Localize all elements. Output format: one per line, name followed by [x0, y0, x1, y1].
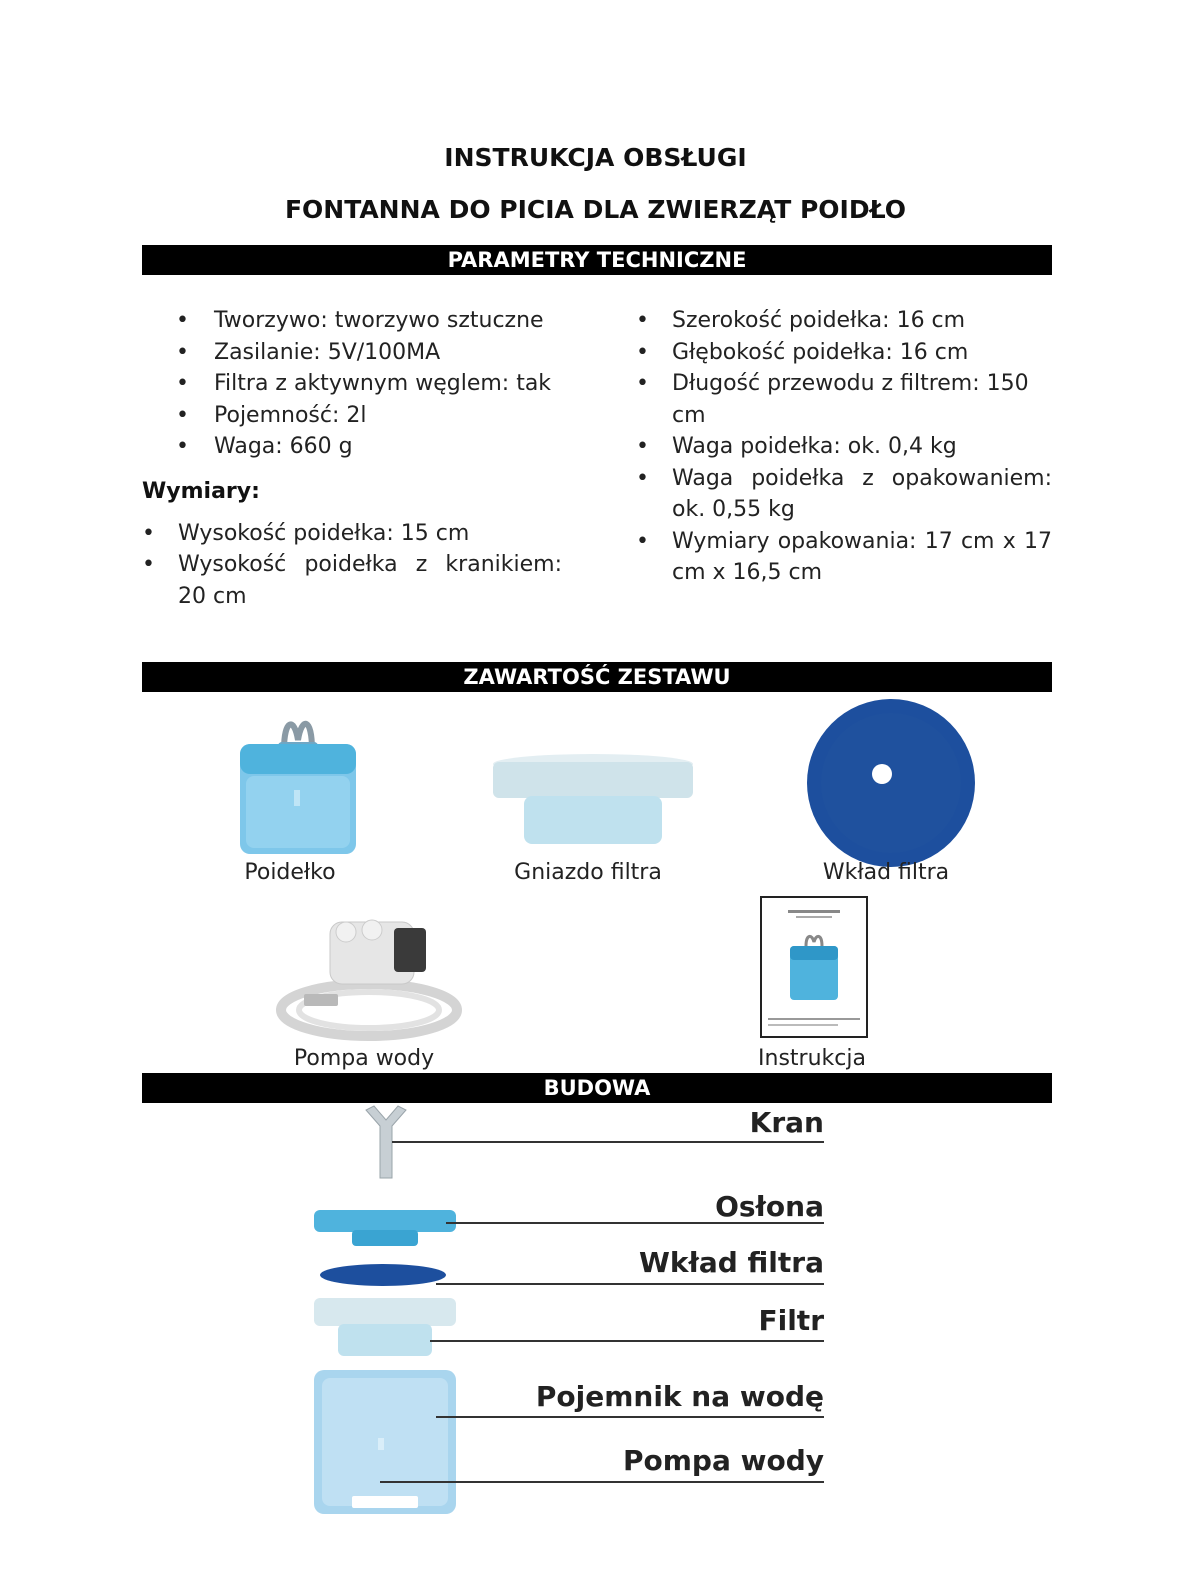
part-label-cover: Osłona	[715, 1190, 824, 1223]
leader-line	[380, 1481, 824, 1483]
spec-item: • Waga poidełka z opakowaniem: ok. 0,55 kg	[636, 463, 1052, 526]
leader-line	[436, 1416, 824, 1418]
faucet-part-image	[360, 1104, 410, 1182]
spec-item: • Zasilanie: 5V/100MA	[142, 337, 582, 369]
cover-part-image	[312, 1204, 458, 1250]
filter-seat-image	[490, 752, 696, 848]
spec-item: • Pojemność: 2l	[142, 400, 582, 432]
specs-left-column	[142, 305, 582, 612]
section-header-contents: ZAWARTOŚĆ ZESTAWU	[142, 662, 1052, 692]
spec-item: • Szerokość poidełka: 16 cm	[636, 305, 1052, 337]
spec-item: • Waga: 660 g	[142, 431, 582, 463]
part-label-filter-pad: Wkład filtra	[638, 1246, 824, 1279]
kit-caption-filter-pad: Wkład filtra	[822, 860, 950, 885]
section-header-params: PARAMETRY TECHNICZNE	[142, 245, 1052, 275]
part-label-water-pump: Pompa wody	[622, 1444, 824, 1477]
specs-left-list	[142, 305, 582, 463]
section-header-build: BUDOWA	[142, 1073, 1052, 1103]
kit-caption-manual: Instrukcja	[758, 1046, 866, 1071]
spec-item: • Filtra z aktywnym węglem: tak	[142, 368, 582, 400]
spec-item: • Waga poidełka: ok. 0,4 kg	[636, 431, 1052, 463]
leader-line	[430, 1340, 824, 1342]
specs-right-list	[636, 305, 1052, 589]
fountain-image	[232, 710, 362, 860]
dimensions-list	[142, 518, 562, 613]
water-pump-image	[274, 912, 464, 1042]
kit-caption-filter-seat: Gniazdo filtra	[514, 860, 662, 885]
filter-pad-part-image	[318, 1262, 448, 1288]
document-title: INSTRUKCJA OBSŁUGI	[444, 143, 747, 172]
part-label-water-container: Pojemnik na wodę	[535, 1380, 824, 1413]
part-label-filter: Filtr	[758, 1304, 824, 1337]
specs-right-column	[636, 305, 1052, 589]
kit-caption-fountain: Poidełko	[244, 860, 336, 885]
leader-line	[436, 1283, 824, 1285]
filter-pad-image	[806, 698, 976, 868]
manual-thumbnail	[760, 896, 868, 1038]
spec-item: • Tworzywo: tworzywo sztuczne	[142, 305, 582, 337]
leader-line	[392, 1141, 824, 1143]
filter-part-image	[312, 1296, 458, 1358]
spec-item: • Wymiary opakowania: 17 cm x 17 cm x 16,5 cm	[636, 526, 1052, 589]
dimensions-heading: Wymiary:	[142, 478, 260, 504]
spec-item: • Wysokość poidełka z kranikiem: 20 cm	[142, 549, 562, 612]
kit-caption-water-pump: Pompa wody	[293, 1046, 435, 1071]
spec-item: • Głębokość poidełka: 16 cm	[636, 337, 1052, 369]
spec-item: • Długość przewodu z filtrem: 150 cm	[636, 368, 1052, 431]
spec-item: • Wysokość poidełka: 15 cm	[142, 518, 562, 550]
document-subtitle: FONTANNA DO PICIA DLA ZWIERZĄT POIDŁO	[284, 195, 907, 224]
part-label-faucet: Kran	[749, 1106, 824, 1139]
